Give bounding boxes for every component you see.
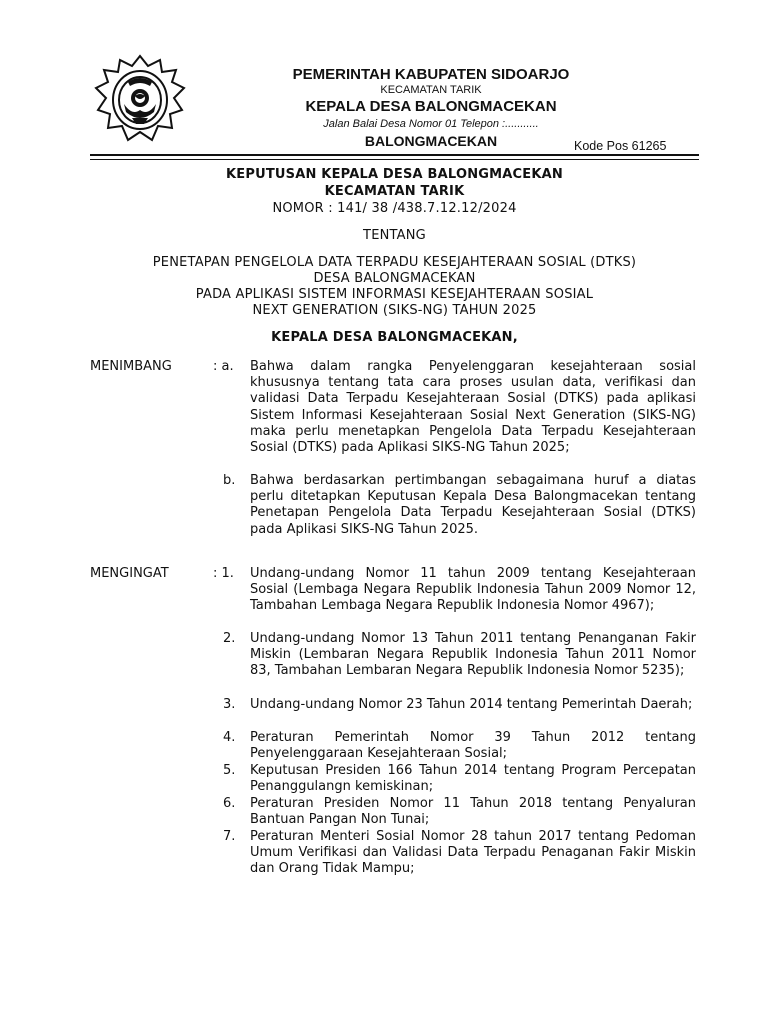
mengingat-marker-6: 6. <box>223 796 236 811</box>
menimbang-marker-b: b. <box>223 473 236 488</box>
letterhead-village: BALONGMACEKAN <box>364 133 498 149</box>
mengingat-marker-1: : 1. <box>213 566 234 581</box>
mengingat-item-4: Peraturan Pemerintah Nomor 39 Tahun 2012 tentang Penyelenggaraan Kesejahteraan Sosial; <box>250 730 696 762</box>
decree-authority: KEPALA DESA BALONGMACEKAN, <box>271 330 518 345</box>
mengingat-item-3: Undang-undang Nomor 23 Tahun 2014 tentang Pemerintah Daerah; <box>250 697 693 712</box>
letterhead-divider-thick <box>90 154 699 156</box>
letterhead-office: KEPALA DESA BALONGMACEKAN <box>305 98 557 115</box>
mengingat-marker-4: 4. <box>223 730 236 745</box>
decree-subject-line4: NEXT GENERATION (SIKS-NG) TAHUN 2025 <box>252 303 537 318</box>
letterhead-address: Jalan Balai Desa Nomor 01 Telepon :........... <box>323 118 539 130</box>
mengingat-label: MENGINGAT <box>90 566 169 581</box>
mengingat-marker-5: 5. <box>223 763 236 778</box>
decree-subject-line1: PENETAPAN PENGELOLA DATA TERPADU KESEJAHTERAAN SOSIAL (DTKS) <box>152 255 637 270</box>
mengingat-item-2: Undang-undang Nomor 13 Tahun 2011 tentang Penanganan Fakir Miskin (Lembaran Negara Republik Indonesia Tahun 2011 Nomor 83, Tambahan Lembaran Negara Republik Indonesia Nomor 5235); <box>250 631 696 679</box>
decree-district: KECAMATAN TARIK <box>324 184 465 199</box>
menimbang-label: MENIMBANG <box>90 359 172 374</box>
mengingat-item-6: Peraturan Presiden Nomor 11 Tahun 2018 tentang Penyaluran Bantuan Pangan Non Tunai; <box>250 796 696 828</box>
mengingat-item-1: Undang-undang Nomor 11 tahun 2009 tentang Kesejahteraan Sosial (Lembaga Negara Republik Indonesia Tahun 2009 Nomor 12, Tambahan Lembaga Negara Republik Indonesia Nomor 4967); <box>250 566 696 614</box>
letterhead-district: KECAMATAN TARIK <box>380 84 482 96</box>
postal-code: Kode Pos 61265 <box>574 139 667 153</box>
menimbang-marker-a: : a. <box>213 359 234 374</box>
mengingat-marker-7: 7. <box>223 829 236 844</box>
letterhead-government: PEMERINTAH KABUPATEN SIDOARJO <box>292 66 570 83</box>
mengingat-item-5: Keputusan Presiden 166 Tahun 2014 tentang Program Percepatan Penanggulangn kemiskinan; <box>250 763 696 795</box>
decree-subject-line2: DESA BALONGMACEKAN <box>313 271 476 286</box>
letterhead-divider-thin <box>90 159 699 160</box>
mengingat-marker-3: 3. <box>223 697 236 712</box>
mengingat-item-7: Peraturan Menteri Sosial Nomor 28 tahun 2017 tentang Pedoman Umum Verifikasi dan Validasi Data Terpadu Penaganan Fakir Miskin dan Orang Tidak Mampu; <box>250 829 696 877</box>
mengingat-marker-2: 2. <box>223 631 236 646</box>
decree-title: KEPUTUSAN KEPALA DESA BALONGMACEKAN <box>226 167 563 182</box>
menimbang-item-a: Bahwa dalam rangka Penyelenggaran kesejahteraan sosial khususnya tentang tata cara proses usulan data, verifikasi dan validasi Data Terpadu Kesejahteraan Sosial (DTKS) pada aplikasi Sistem Informasi Kesejahteraan Sosial Next Generation (SIKS-NG) maka perlu menetapkan Pengelola Data Terpadu Kesejahteraan Sosial (DTKS) pada Aplikasi SIKS-NG Tahun 2025; <box>250 359 696 456</box>
menimbang-item-b: Bahwa berdasarkan pertimbangan sebagaimana huruf a diatas perlu ditetapkan Keputusan Kepala Desa Balongmacekan tentang Penetapan Pengelola Data Terpadu Kesejahteraan Sosial (DTKS) pada Aplikasi SIKS-NG Tahun 2025. <box>250 473 696 537</box>
decree-subject-line3: PADA APLIKASI SISTEM INFORMASI KESEJAHTERAAN SOSIAL <box>195 287 594 302</box>
decree-number: NOMOR : 141/ 38 /438.7.12.12/2024 <box>272 201 517 216</box>
sidoarjo-emblem-logo <box>94 52 186 148</box>
decree-tentang: TENTANG <box>363 228 426 243</box>
